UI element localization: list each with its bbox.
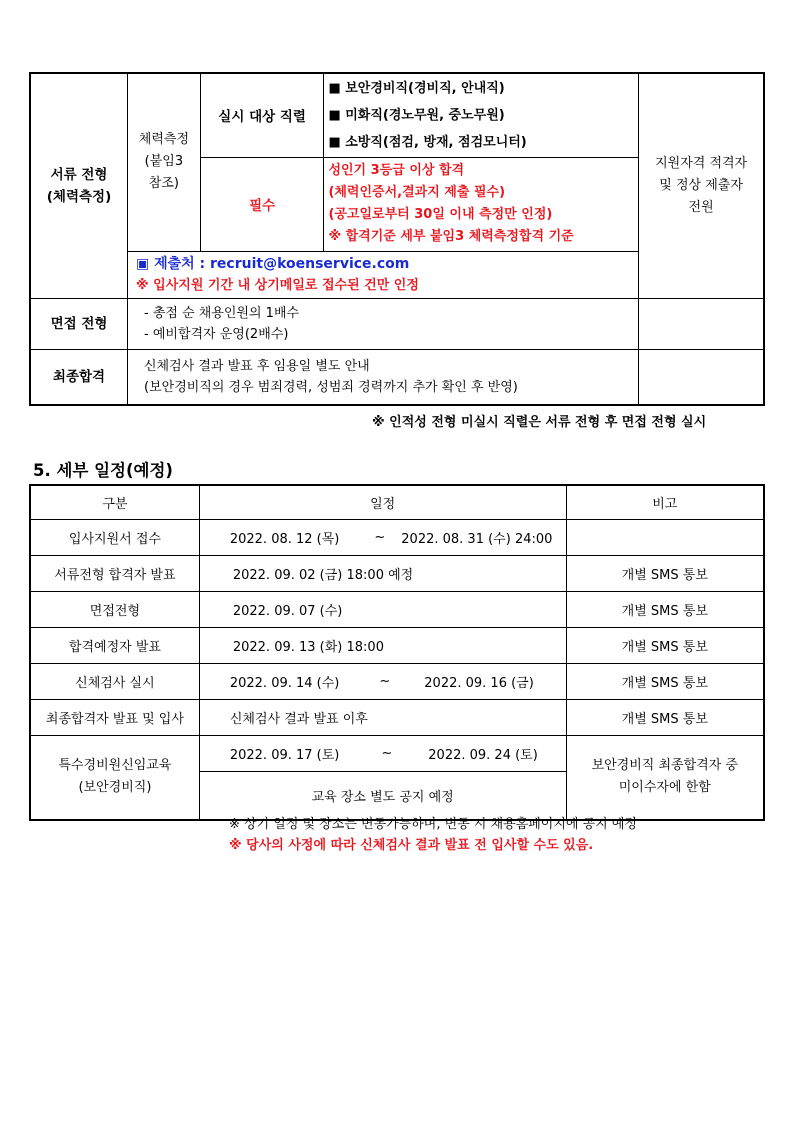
change-notice: ※ 상기 일정 및 장소는 변동가능하며, 변동 시 채용홈페이지에 공지 예정 [229,817,637,832]
training-item: 특수경비원신임교육 (보안경비직) [30,736,199,820]
target-position-item: ■ 소방직(점검, 방재, 점검모니터) [328,134,527,150]
early-join-notice: ※ 당사의 사정에 따라 신체검사 결과 발표 전 입사할 수도 있음. [229,838,594,853]
table-row: 서류전형 합격자 발표 2022. 09. 02 (금) 18:00 예정 개별 SMS 통보 [30,556,764,592]
training-note: 보안경비직 최종합격자 중 미이수자에 한함 [566,736,764,820]
final-stage-details: 신체검사 결과 발표 후 임용일 별도 안내 (보안경비직의 경우 범죄경력, 성범죄 경력까지 추가 확인 후 반영) [128,349,639,405]
final-stage-label: 최종합격 [30,349,128,405]
table-row: 최종합격자 발표 및 입사 신체검사 결과 발표 이후 개별 SMS 통보 [30,700,764,736]
target-positions-label: 실시 대상 직렬 [200,73,324,157]
requirement-item: (체력인증서,결과지 제출 필수) [328,185,506,200]
requirements-list [324,157,639,251]
required-label: 필수 [200,157,324,251]
submission-info [128,251,639,298]
screening-footnote: ※ 인적성 전형 미실시 직렬은 서류 전형 후 면접 전형 실시 [372,415,707,430]
schedule-header-date: 일정 [199,485,566,520]
target-positions-list [324,73,639,157]
fitness-test-label: 체력측정 (붙임3 참조) [128,73,201,251]
submission-note: ※ 입사지원 기간 내 상기메일로 접수된 건만 인정 [136,277,419,293]
target-position-item: ■ 미화직(경노무원, 중노무원) [328,107,505,123]
schedule-table [29,484,765,821]
requirement-item: ※ 합격기준 세부 붙임3 체력측정합격 기준 [328,229,574,244]
table-row: 면접전형 2022. 09. 07 (수) 개별 SMS 통보 [30,592,764,628]
schedule-header-note: 비고 [566,485,764,520]
document-stage-remark: 지원자격 적격자 및 정상 제출자 전원 [639,73,764,298]
interview-stage-label: 면접 전형 [30,298,128,349]
interview-stage-details: - 총점 순 채용인원의 1배수 - 예비합격자 운영(2배수) [128,298,639,349]
training-location: 교육 장소 별도 공지 예정 [199,772,566,820]
submission-email: ▣ 제출처 : recruit@koenservice.com [136,255,410,272]
final-stage-remark [639,349,764,405]
document-stage-label: 서류 전형 (체력측정) [30,73,128,298]
table-row: 특수경비원신임교육 (보안경비직) 2022. 09. 17 (토) ~ 2022. 09. 24 (토) 보안경비직 최종합격자 중 미이수자에 한함 [30,736,764,772]
requirement-item: (공고일로부터 30일 이내 측정만 인정) [328,207,553,222]
table-row: 입사지원서 접수 2022. 08. 12 (목) ~ 2022. 08. 31 (수) 24:00 [30,520,764,556]
schedule-header-item: 구분 [30,485,199,520]
table-row: 합격예정자 발표 2022. 09. 13 (화) 18:00 개별 SMS 통보 [30,628,764,664]
target-position-item: ■ 보안경비직(경비직, 안내직) [328,80,505,96]
screening-table [29,72,765,406]
requirement-item: 성인기 3등급 이상 합격 [328,163,465,178]
interview-stage-remark [639,298,764,349]
table-row: 신체검사 실시 2022. 09. 14 (수) ~ 2022. 09. 16 (금) 개별 SMS 통보 [30,664,764,700]
section-title: 5. 세부 일정(예정) [33,461,173,480]
